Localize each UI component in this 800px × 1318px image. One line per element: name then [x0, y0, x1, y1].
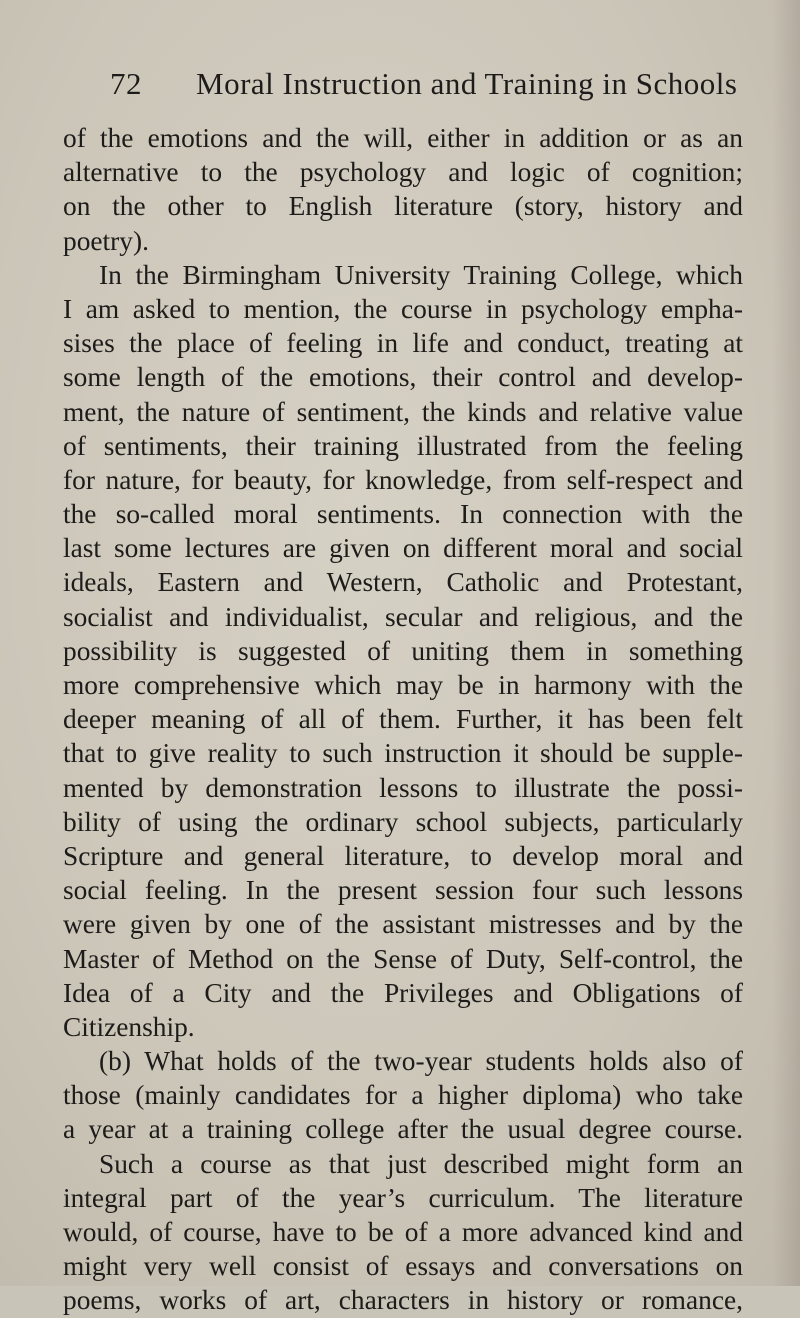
text-line: some length of the emotions, their control and develop- — [63, 362, 743, 393]
text-line: that to give reality to such instruction it should be supple- — [63, 738, 743, 769]
running-title: Moral Instruction and Training in Schools — [196, 66, 738, 101]
text-line: for nature, for beauty, for knowledge, from self-respect and — [63, 464, 743, 495]
text-line: (b) What holds of the two-year students holds also of — [99, 1046, 743, 1077]
text-line: Such a course as that just described might form an — [99, 1148, 743, 1179]
text-line: those (mainly candidates for a higher diploma) who take — [63, 1080, 743, 1111]
text-line: deeper meaning of all of them. Further, it has been felt — [63, 704, 743, 735]
text-line: more comprehensive which may be in harmony with the — [63, 670, 743, 700]
text-line: would, of course, have to be of a more advanced kind and — [63, 1217, 743, 1247]
text-line: of sentiments, their training illustrated from the feeling — [63, 430, 743, 461]
text-line: the so-called moral sentiments. In connection with the — [63, 499, 743, 530]
text-line: In the Birmingham University Training College, which — [99, 259, 743, 290]
text-line: I am asked to mention, the course in psychology empha- — [63, 293, 743, 324]
text-line: Idea of a City and the Privileges and Obligations of — [63, 977, 743, 1008]
text-line: last some lectures are given on different moral and social — [63, 533, 743, 564]
text-line: might very well consist of essays and conversations on — [63, 1251, 743, 1282]
text-line: ideals, Eastern and Western, Catholic and Protestant, — [63, 567, 743, 598]
text-line: ment, the nature of sentiment, the kinds and relative value — [63, 396, 743, 427]
text-line: possibility is suggested of uniting them in something — [63, 635, 743, 666]
text-line: socialist and individualist, secular and religious, and the — [63, 601, 743, 632]
text-line: sises the place of feeling in life and conduct, treating at — [63, 328, 743, 359]
text-line: bility of using the ordinary school subjects, particularly — [63, 806, 743, 837]
text-line: of the emotions and the will, either in addition or as an — [63, 123, 743, 153]
body-text — [63, 121, 743, 1318]
page-edge-shadow — [772, 0, 800, 1286]
text-line: poems, works of art, characters in history or romance, — [63, 1285, 743, 1316]
text-line: integral part of the year’s curriculum. The literature — [63, 1182, 743, 1213]
text-line: social feeling. In the present session four such lessons — [63, 875, 743, 906]
text-line: poetry). — [63, 225, 149, 256]
text-line: Master of Method on the Sense of Duty, Self-control, the — [63, 943, 743, 974]
text-line: a year at a training college after the usual degree course. — [63, 1114, 743, 1145]
page-number: 72 — [110, 66, 142, 101]
text-line: mented by demonstration lessons to illustrate the possi- — [63, 772, 743, 803]
text-line: Citizenship. — [63, 1011, 195, 1042]
running-head — [110, 66, 750, 102]
text-line: on the other to English literature (story, history and — [63, 191, 743, 222]
text-line: alternative to the psychology and logic of cognition; — [63, 157, 743, 188]
text-line: Scripture and general literature, to develop moral and — [63, 840, 743, 871]
text-line: were given by one of the assistant mistresses and by the — [63, 909, 743, 940]
